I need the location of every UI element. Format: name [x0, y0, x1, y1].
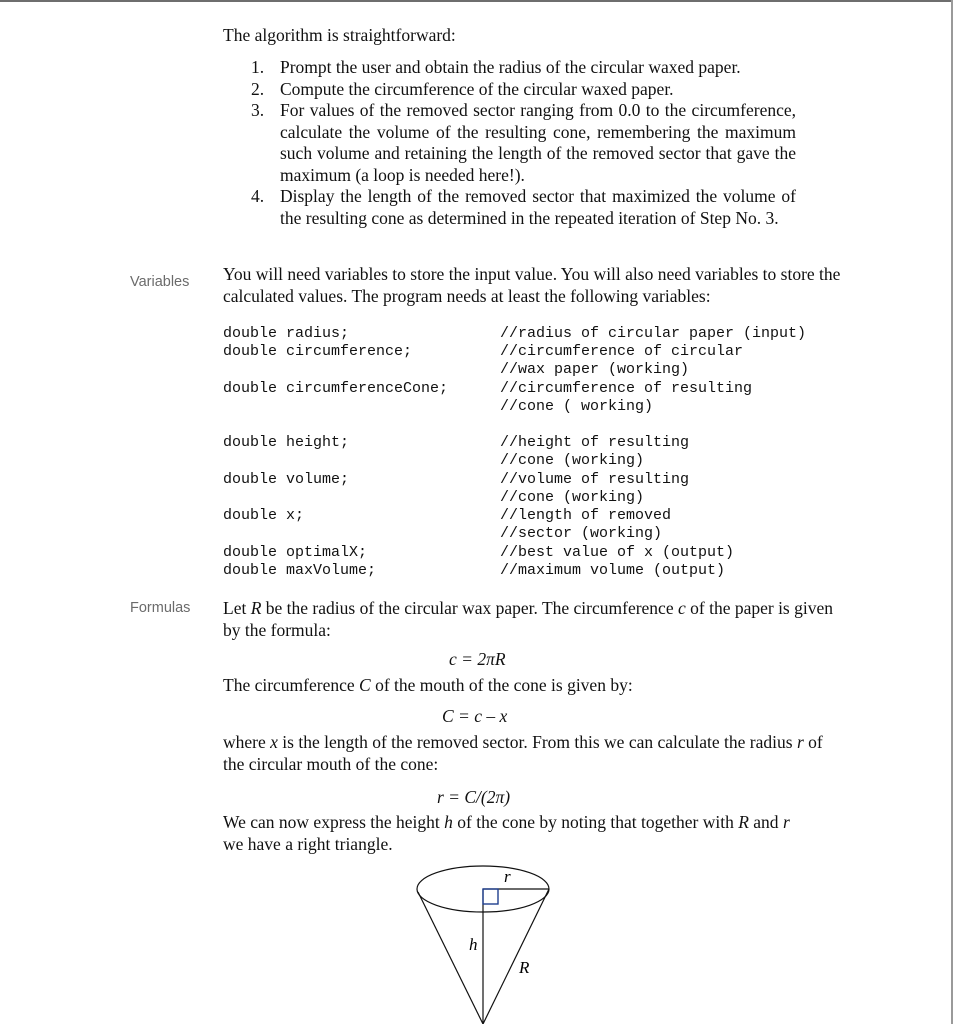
equation-mouth-radius: r = C/(2π): [437, 787, 511, 807]
code-comment: //maximum volume (output): [500, 562, 726, 579]
variables-side-label: Variables: [130, 274, 190, 290]
code-decl-radius: double radius;: [223, 325, 350, 342]
variables-paragraph: You will need variables to store the input value. You will also need variables to store the calculated values. The program needs at least the following variables:: [223, 264, 841, 306]
formulas-paragraph-4: We can now express the height h of the cone by noting that together with R and r we have a right triangle.: [223, 812, 790, 854]
label-h: h: [469, 935, 478, 954]
code-decl-maxvolume: double maxVolume;: [223, 562, 377, 579]
code-comment: //cone ( working): [500, 398, 654, 415]
label-r: r: [504, 867, 511, 886]
code-comment: //radius of circular paper (input): [500, 325, 807, 342]
code-decl-height: double height;: [223, 434, 350, 451]
formulas-paragraph-1: Let R be the radius of the circular wax paper. The circumference c of the paper is given by the formula:: [223, 598, 833, 640]
code-decl-circumference: double circumference;: [223, 343, 413, 360]
equation-mouth-circumference: C = c – x: [442, 706, 508, 726]
code-comment: //best value of x (output): [500, 544, 735, 561]
code-comment: //volume of resulting: [500, 471, 690, 488]
code-decl-volume: double volume;: [223, 471, 350, 488]
code-comment: //cone (working): [500, 452, 645, 469]
code-comment: //cone (working): [500, 489, 645, 506]
code-comment: //circumference of circular: [500, 343, 744, 360]
code-comment: //height of resulting: [500, 434, 690, 451]
formulas-side-label: Formulas: [130, 600, 191, 616]
formulas-paragraph-2: The circumference C of the mouth of the cone is given by:: [223, 675, 633, 695]
right-angle-marker: [483, 889, 498, 904]
list-item: 1. Prompt the user and obtain the radius of the circular waxed paper.: [251, 57, 741, 77]
code-decl-x: double x;: [223, 507, 305, 524]
algorithm-intro: The algorithm is straightforward:: [223, 25, 456, 45]
code-decl-optimalx: double optimalX;: [223, 544, 368, 561]
label-R: R: [519, 958, 530, 977]
code-comment: //circumference of resulting: [500, 380, 753, 397]
code-comment: //sector (working): [500, 525, 663, 542]
list-item: 3. For values of the removed sector ranging from 0.0 to the circumference, calculate the volume of the resulting cone, remembering the maximum such volume and retaining the length of the removed sector that gave the maximum (a loop is needed here!).: [251, 100, 796, 185]
list-item: 2. Compute the circumference of the circular waxed paper.: [251, 78, 674, 99]
code-comment: //length of removed: [500, 507, 672, 524]
list-item: 4. Display the length of the removed sector that maximized the volume of the resulting cone as determined in the repeated iteration of Step No. 3.: [251, 186, 796, 228]
code-decl-circumference-cone: double circumferenceCone;: [223, 380, 449, 397]
formulas-paragraph-3: where x is the length of the removed sector. From this we can calculate the radius r of the circular mouth of the cone:: [223, 732, 823, 774]
equation-circumference: c = 2πR: [449, 649, 506, 669]
code-comment: //wax paper (working): [500, 361, 690, 378]
